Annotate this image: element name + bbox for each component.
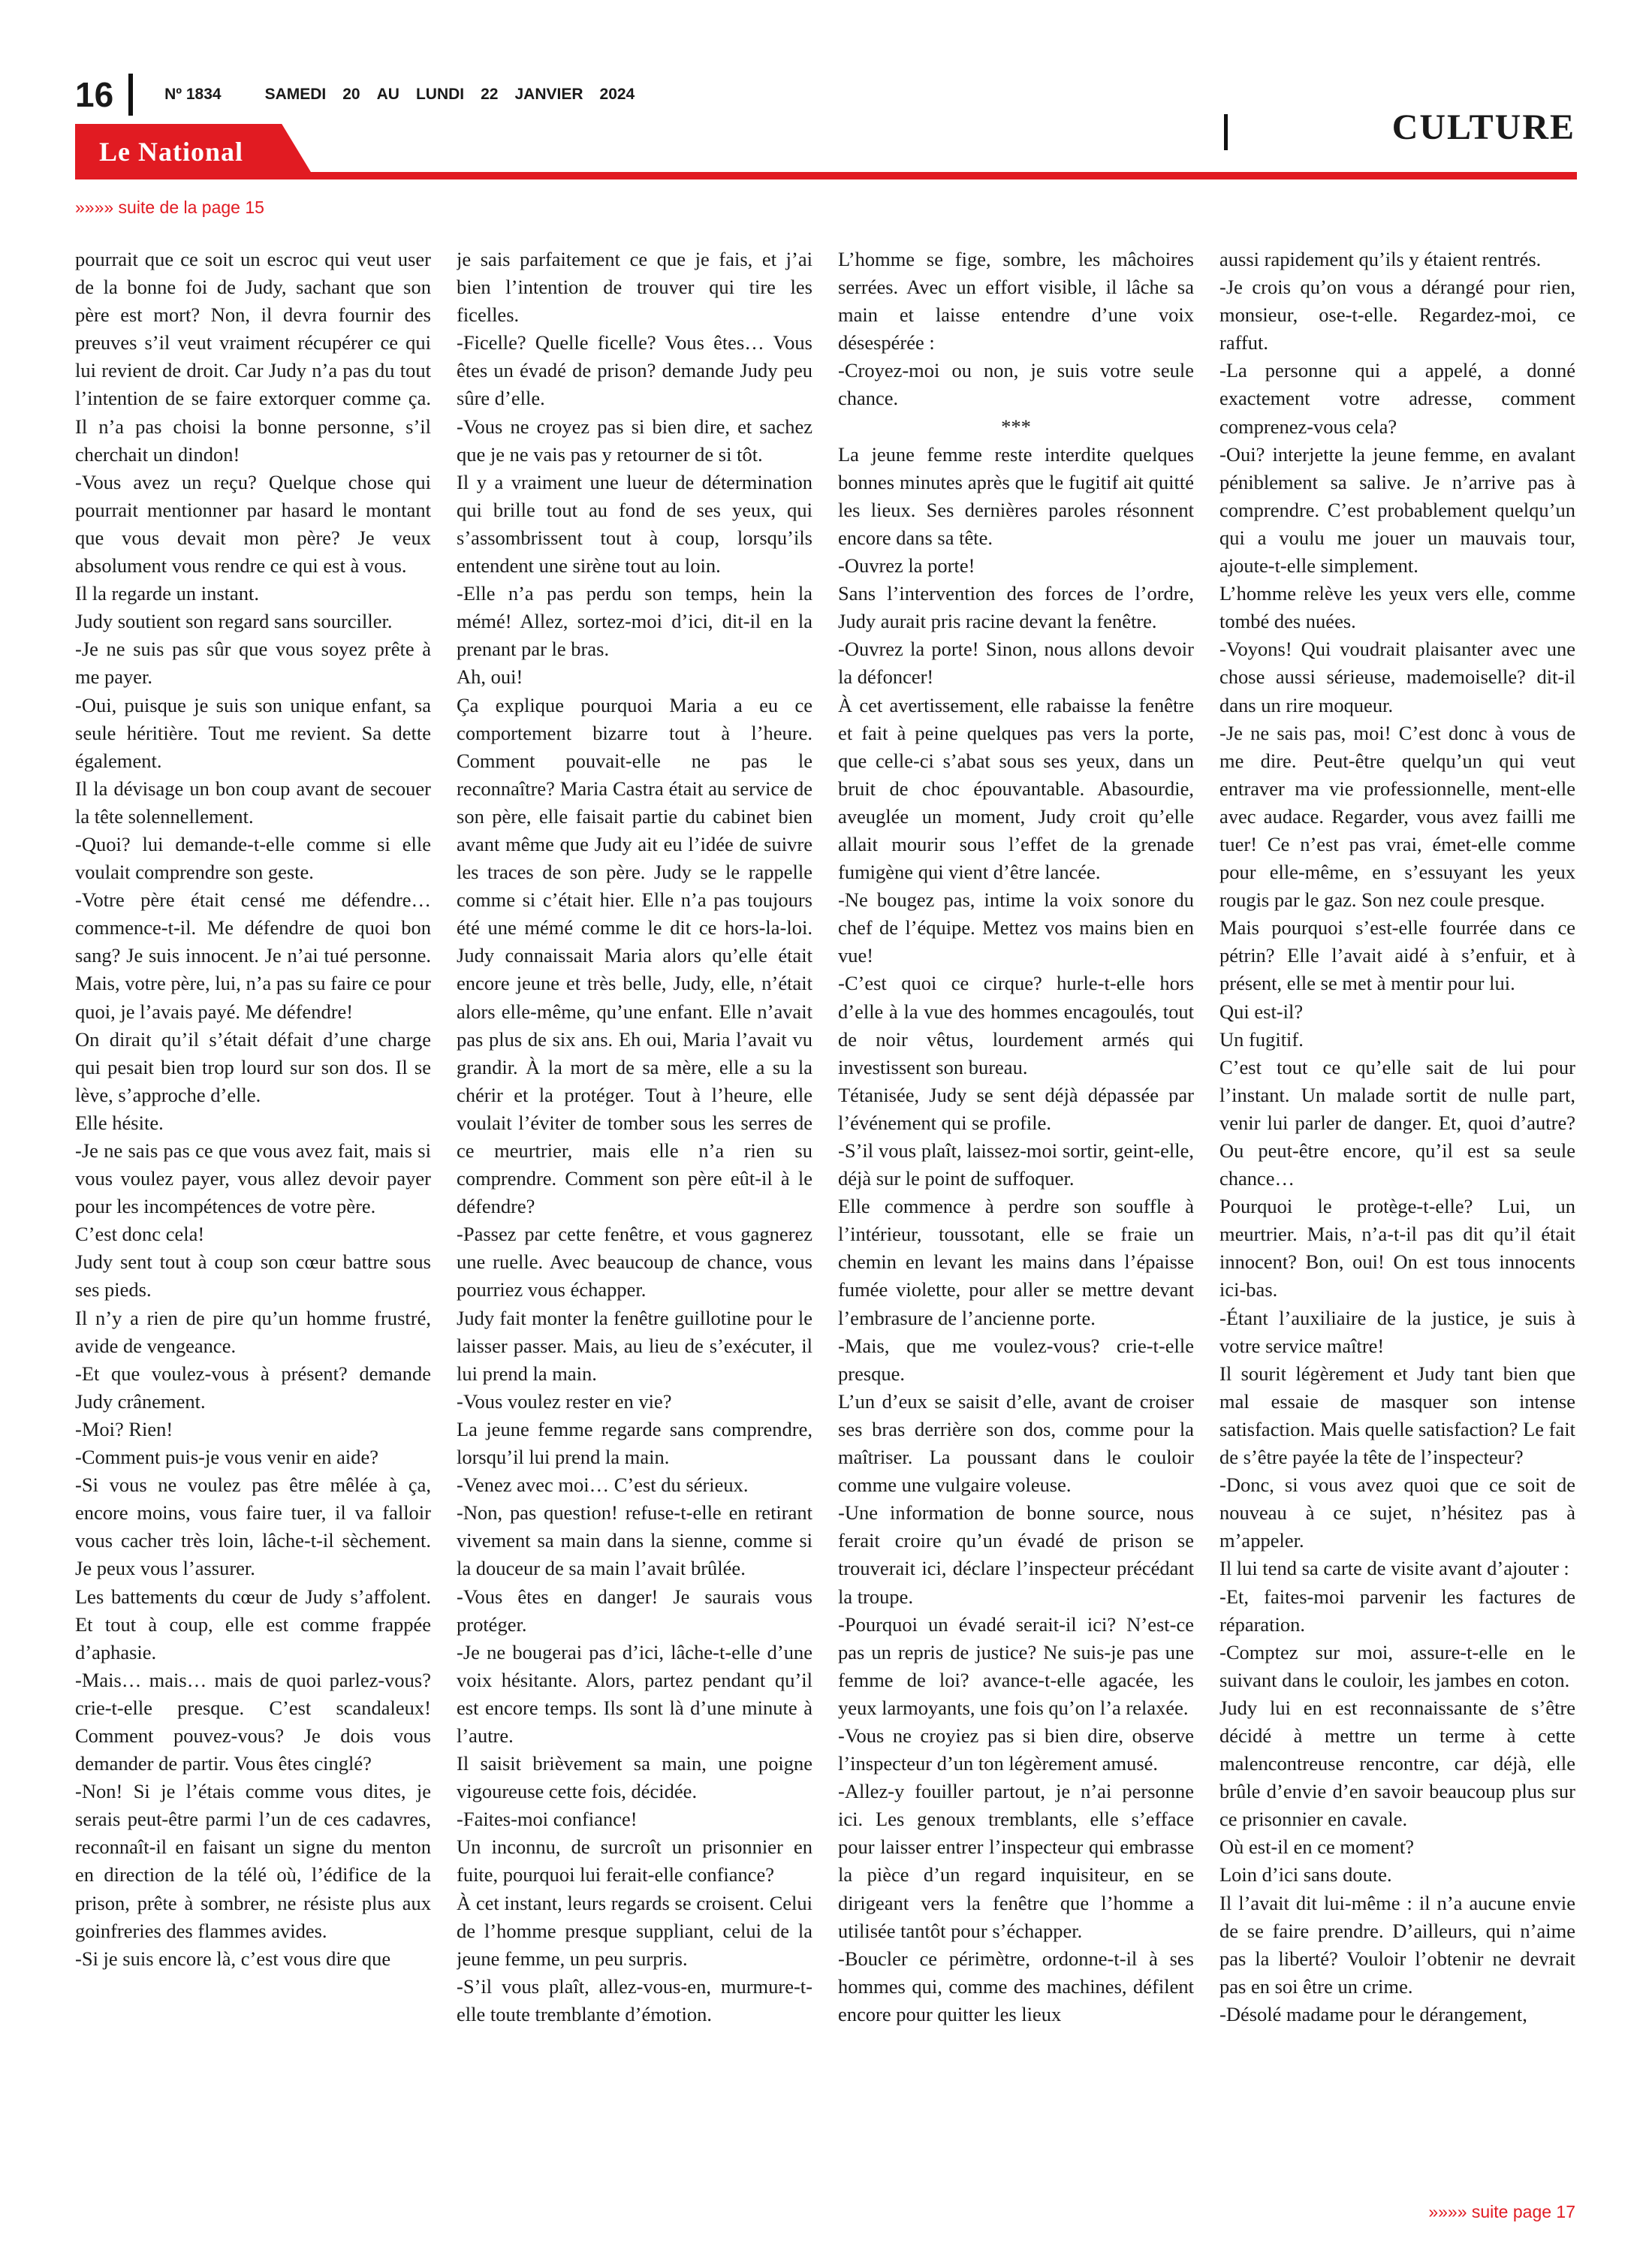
paragraph: -Ouvrez la porte! [838, 554, 975, 578]
text-column-4 [1219, 246, 1575, 2198]
header-divider [128, 74, 133, 116]
paragraph: -Vous ne croyiez pas si bien dire, observe l’inspecteur d’un ton légèrement amusé. [838, 1724, 1194, 1775]
paragraph: -Désolé madame pour le dérangement, [1219, 2002, 1527, 2025]
paragraph: Il n’y a rien de pire qu’un homme frustré, avide de vengeance. [75, 1306, 431, 1357]
text-column-2 [457, 246, 812, 2198]
paragraph: -Une information de bonne source, nous ferait croire qu’un évadé de prison se trouverait ici, déclare l’inspecteur précédant la troupe. [838, 1501, 1194, 1608]
date-num-end: 22 [481, 86, 499, 103]
paragraph: -Votre père était censé me défendre… commence-t-il. Me défendre de quoi bon sang? Je suis innocent. Je n’ai tué personne. Mais, votre père, lui, n’a pas su faire ce pour quoi, je l’avais payé. Me défendre! [75, 888, 431, 1023]
text-column-3 [838, 246, 1194, 2198]
paragraph: À cet avertissement, elle rabaisse la fenêtre et fait à peine quelques pas vers la porte, que celle-ci s’abat sous ses yeux, dans un bruit de choc épouvantable. Abasourdie, aveuglée un moment, Judy croit qu’elle allait mourir sous l’effet de la grenade fumigène qui vient d’être lancée. [838, 693, 1194, 884]
paragraph: -Mais, que me voulez-vous? crie-t-elle presque. [838, 1334, 1194, 1385]
paragraph: -Allez-y fouiller partout, je n’ai personne ici. Les genoux tremblants, elle s’efface pour laisser entrer l’inspecteur qui embrasse la pièce d’un regard inquisiteur, en se dirigeant vers la fenêtre que l’homme a utilisée tantôt pour s’échapper. [838, 1780, 1194, 1942]
paragraph: -Je ne bougerai pas d’ici, lâche-t-elle d’une voix hésitante. Alors, partez pendant qu’il est encore temps. Ils sont là d’une minute à l’autre. [457, 1640, 812, 1747]
paragraph: L’homme se fige, sombre, les mâchoires serrées. Avec un effort visible, il lâche sa main et laisse entendre d’une voix désespérée : [838, 248, 1194, 354]
paragraph: Ah, oui! [457, 665, 523, 689]
continued-from-link[interactable]: »»»» suite de la page 15 [75, 198, 264, 217]
paragraph: Un inconnu, de surcroît un prisonnier en fuite, pourquoi lui ferait-elle confiance? [457, 1835, 812, 1887]
paragraph: -Et, faites-moi parvenir les factures de réparation. [1219, 1585, 1575, 1636]
paragraph: -Vous avez un reçu? Quelque chose qui pourrait mentionner par hasard le montant que vous devait mon père? Je veux absolument vous rendre ce qui est à vous. [75, 470, 431, 578]
paragraph: -Quoi? lui demande-t-elle comme si elle voulait comprendre son geste. [75, 832, 431, 884]
paragraph: Il l’avait dit lui-même : il n’a aucune envie de se faire prendre. D’ailleurs, qui n’aime pas la liberté? Vouloir l’obtenir ne devrait pas en soi être un crime. [1219, 1891, 1575, 1998]
page-header [75, 72, 651, 117]
paragraph: -Oui, puisque je suis son unique enfant, sa seule héritière. Tout me revient. Sa dette également. [75, 693, 431, 772]
paragraph: -Et que voulez-vous à présent? demande Judy crânement. [75, 1362, 431, 1413]
paragraph: Les battements du cœur de Judy s’affolent. Et tout à coup, elle est comme frappée d’aphasie. [75, 1585, 431, 1663]
paragraph: Judy soutient son regard sans sourciller. [75, 610, 393, 633]
paragraph: Il la dévisage un bon coup avant de secouer la tête solennellement. [75, 777, 431, 828]
paragraph: je sais parfaitement ce que je fais, et j’ai bien l’intention de trouver qui tire les ficelles. [457, 248, 812, 327]
paragraph: Elle commence à perdre son souffle à l’intérieur, toussotant, elle se fraie un chemin en levant les mains dans l’épaisse fumée violette, pour aller se mettre devant l’embrasure de l’ancienne porte. [838, 1195, 1194, 1329]
paragraph: L’homme relève les yeux vers elle, comme tombé des nuées. [1219, 582, 1575, 633]
paragraph: -Ouvrez la porte! Sinon, nous allons devoir la défoncer! [838, 638, 1194, 689]
paragraph: -Vous voulez rester en vie? [457, 1389, 672, 1413]
paragraph: -Pourquoi un évadé serait-il ici? N’est-ce pas un repris de justice? Ne suis-je pas une femme de loi? avance-t-elle agacée, les yeux larmoyants, une fois qu’on l’a relaxée. [838, 1612, 1194, 1719]
paragraph: Il lui tend sa carte de visite avant d’ajouter : [1219, 1557, 1569, 1580]
paragraph: Où est-il en ce moment? [1219, 1835, 1415, 1859]
paragraph: pourrait que ce soit un escroc qui veut user de la bonne foi de Judy, sachant que son père est mort? Non, il devra fournir des preuves s’il veut vraiment récupérer ce qui lui revient de droit. Car Judy n’a pas du tout l’intention de se faire extorquer comme ça. Il n’a pas choisi la bonne personne, s’il cherchait un dindon! [75, 248, 431, 466]
paragraph: -Ficelle? Quelle ficelle? Vous êtes… Vous êtes un évadé de prison? demande Judy peu sûre d’elle. [457, 331, 812, 410]
paragraph: -Étant l’auxiliaire de la justice, je suis à votre service maître! [1219, 1306, 1575, 1357]
paragraph: Un fugitif. [1219, 1027, 1304, 1051]
paragraph: Qui est-il? [1219, 1000, 1304, 1023]
paragraph: À cet instant, leurs regards se croisent. Celui de l’homme presque suppliant, celui de la jeune femme, un peu surpris. [457, 1891, 812, 1970]
paragraph: Tétanisée, Judy se sent déjà dépassée par l’événement qui se profile. [838, 1083, 1194, 1134]
paragraph: -Je ne sais pas ce que vous avez fait, mais si vous voulez payer, vous allez devoir payer pour les incompétences de votre père. [75, 1139, 431, 1218]
paragraph: Ça explique pourquoi Maria a eu ce comportement bizarre tout à l’heure. Comment pouvait-elle ne pas le reconnaître? Maria Castra était au service de son père, elle faisait partie du cabinet bien avant même que Judy ait eu l’idée de suivre les traces de son père. Judy se le rappelle comme si c’était hier. Elle n’a pas toujours été une mémé comme le dit ce hors-la-loi. Judy connaissait Maria alors qu’elle était encore jeune et très belle, Judy, elle, n’était alors elle-même, qu’une enfant. Elle n’avait pas plus de six ans. Eh oui, Maria l’avait vu grandir. À la mort de sa mère, elle a su la chérir et la protéger. Tout à l’heure, elle voulait l’éviter de tomber sous les serres de ce meurtrier, mais elle n’a rien su comprendre. Comment son père eût-il à le défendre? [457, 693, 812, 1218]
paragraph: -Passez par cette fenêtre, et vous gagnerez une ruelle. Avec beaucoup de chance, vous pourriez vous échapper. [457, 1223, 812, 1301]
paragraph: C’est donc cela! [75, 1223, 205, 1246]
date-day-start: SAMEDI [264, 86, 327, 103]
paragraph: -Moi? Rien! [75, 1417, 173, 1440]
paragraph: Judy fait monter la fenêtre guillotine pour le laisser passer. Mais, au lieu de s’exécuter, il lui prend la main. [457, 1306, 812, 1385]
paragraph: Loin d’ici sans doute. [1219, 1863, 1392, 1887]
paragraph: La jeune femme reste interdite quelques bonnes minutes après que le fugitif ait quitté les lieux. Ses dernières paroles résonnent encore dans sa tête. [838, 442, 1194, 549]
paragraph: -Comment puis-je vous venir en aide? [75, 1446, 379, 1469]
paragraph: -Oui? interjette la jeune femme, en avalant péniblement sa salive. Je n’arrive pas à comprendre. C’est probablement quelqu’un qui a voulu me jouer un mauvais tour, ajoute-t-elle simplement. [1219, 442, 1575, 578]
paragraph: Il saisit brièvement sa main, une poigne vigoureuse cette fois, décidée. [457, 1752, 812, 1803]
paragraph: -C’est quoi ce cirque? hurle-t-elle hors d’elle à la vue des hommes encagoulés, tout de noir vêtus, lourdement armés qui investissent son bureau. [838, 972, 1194, 1078]
paragraph: Il sourit légèrement et Judy tant bien que mal essaie de masquer son intense satisfaction. Mais quelle satisfaction? Le fait de s’être payée la tête de l’inspecteur? [1219, 1362, 1575, 1469]
paragraph: -Faites-moi confiance! [457, 1808, 638, 1831]
paragraph: L’un d’eux se saisit d’elle, avant de croiser ses bras derrière son dos, comme pour la maîtriser. La poussant dans le couloir comme une vulgaire voleuse. [838, 1389, 1194, 1497]
paragraph: Elle hésite. [75, 1111, 164, 1134]
date-day-end: LUNDI [415, 86, 465, 103]
paragraph: -Si vous ne voulez pas être mêlée à ça, encore moins, vous faire tuer, il va falloir vous cacher très loin, lâche-t-il sèchement. Je peux vous l’assurer. [75, 1473, 431, 1580]
continued-to-link[interactable]: »»»» suite page 17 [1428, 2202, 1575, 2221]
paragraph: *** [1001, 415, 1031, 438]
paragraph: -Je crois qu’on vous a dérangé pour rien, monsieur, ose-t-elle. Regardez-moi, ce raffut. [1219, 276, 1575, 354]
text-column-1 [75, 246, 431, 2198]
paragraph: C’est tout ce qu’elle sait de lui pour l’instant. Un malade sortit de nulle part, venir lui parler de danger. Et, quoi d’autre? Ou peut-être encore, qu’il est sa seule chance… [1219, 1055, 1575, 1190]
paragraph: -S’il vous plaît, laissez-moi sortir, geint-elle, déjà sur le point de suffoquer. [838, 1139, 1194, 1190]
date-year: 2024 [599, 86, 635, 103]
paragraph: -Vous êtes en danger! Je saurais vous protéger. [457, 1585, 812, 1636]
paragraph: On dirait qu’il s’était défait d’une charge qui pesait bien trop lourd sur son dos. Il se lève, s’approche d’elle. [75, 1027, 431, 1106]
paragraph: Il y a vraiment une lueur de détermination qui brille tout au fond de ses yeux, qui s’assombrissent tout à coup, lorsqu’ils entendent une sirène tout au loin. [457, 470, 812, 578]
paragraph: Pourquoi le protège-t-elle? Lui, un meurtrier. Mais, n’a-t-il pas dit qu’il était innocent? Bon, oui! On est tous innocents ici-bas. [1219, 1195, 1575, 1301]
section-title: CULTURE [1391, 107, 1575, 147]
paragraph: La jeune femme regarde sans comprendre, lorsqu’il lui prend la main. [457, 1417, 812, 1469]
paragraph: -Comptez sur moi, assure-t-elle en le suivant dans le couloir, les jambes en coton. [1219, 1640, 1575, 1691]
paragraph: -Vous ne croyez pas si bien dire, et sachez que je ne vais pas y retourner de si tôt. [457, 415, 812, 466]
paragraph: Il la regarde un instant. [75, 582, 260, 605]
paragraph: -Je ne suis pas sûr que vous soyez prête à me payer. [75, 638, 431, 689]
issue-number: Nº 1834 [164, 86, 222, 103]
paragraph: -Non, pas question! refuse-t-elle en retirant vivement sa main dans la sienne, comme si la douceur de sa main l’avait brûlée. [457, 1501, 812, 1580]
date-au: AU [376, 86, 399, 103]
paragraph: Judy sent tout à coup son cœur battre sous ses pieds. [75, 1250, 431, 1301]
paragraph: -Donc, si vous avez quoi que ce soit de nouveau à ce sujet, n’hésitez pas à m’appeler. [1219, 1473, 1575, 1552]
paragraph: -Non! Si je l’étais comme vous dites, je serais peut-être parmi l’un de ces cadavres, reconnaît-il en faisant un signe du menton en direction de la télé où, l’édifice de la prison, prête à sombrer, ne résiste plus aux goinfreries des flammes avides. [75, 1780, 431, 1942]
paragraph: -S’il vous plaît, allez-vous-en, murmure-t-elle toute tremblante d’émotion. [457, 1974, 812, 2025]
paragraph: -Je ne sais pas, moi! C’est donc à vous de me dire. Peut-être quelqu’un qui veut entraver ma vie professionnelle, ment-elle avec audace. Regarder, vous avez failli me tuer! Ce n’est pas vrai, émet-elle comme pour elle-même, en s’essuyant les yeux rougis par le gaz. Son nez coule presque. [1219, 721, 1575, 912]
paragraph: -Elle n’a pas perdu son temps, hein la mémé! Allez, sortez-moi d’ici, dit-il en la prenant par le bras. [457, 582, 812, 661]
brand-bar [75, 124, 1577, 179]
paragraph: Judy lui en est reconnaissante de s’être décidé à mettre un terme à cette malencontreuse rencontre, car déjà, elle brûle d’envie d’en savoir beaucoup plus sur ce prisonnier en cavale. [1219, 1696, 1575, 1831]
paragraph: Mais pourquoi s’est-elle fourrée dans ce pétrin? Elle l’avait aidé à s’enfuir, et à présent, elle se met à mentir pour lui. [1219, 916, 1575, 995]
paragraph: -Croyez-moi ou non, je suis votre seule chance. [838, 359, 1194, 410]
brand-logo: Le National [99, 137, 244, 167]
paragraph: -Ne bougez pas, intime la voix sonore du chef de l’équipe. Mettez vos mains bien en vue! [838, 888, 1194, 967]
paragraph: -Si je suis encore là, c’est vous dire que [75, 1947, 391, 1970]
paragraph: -Mais… mais… mais de quoi parlez-vous? crie-t-elle presque. C’est scandaleux! Comment pouvez-vous? Je dois vous demander de partir. Vous êtes cinglé? [75, 1668, 431, 1775]
paragraph: aussi rapidement qu’ils y étaient rentrés. [1219, 248, 1542, 270]
date-num-start: 20 [342, 86, 360, 103]
date-month: JANVIER [514, 86, 583, 103]
paragraph: Sans l’intervention des forces de l’ordre, Judy aurait pris racine devant la fenêtre. [838, 582, 1194, 633]
paragraph: -La personne qui a appelé, a donné exactement votre adresse, comment comprenez-vous cela? [1219, 359, 1575, 438]
paragraph: -Boucler ce périmètre, ordonne-t-il à ses hommes qui, comme des machines, défilent encore pour quitter les lieux [838, 1947, 1194, 2025]
paragraph: -Venez avec moi… C’est du sérieux. [457, 1473, 749, 1497]
paragraph: -Voyons! Qui voudrait plaisanter avec une chose aussi sérieuse, mademoiselle? dit-il dans un rire moqueur. [1219, 638, 1575, 716]
page-number: 16 [75, 75, 114, 114]
